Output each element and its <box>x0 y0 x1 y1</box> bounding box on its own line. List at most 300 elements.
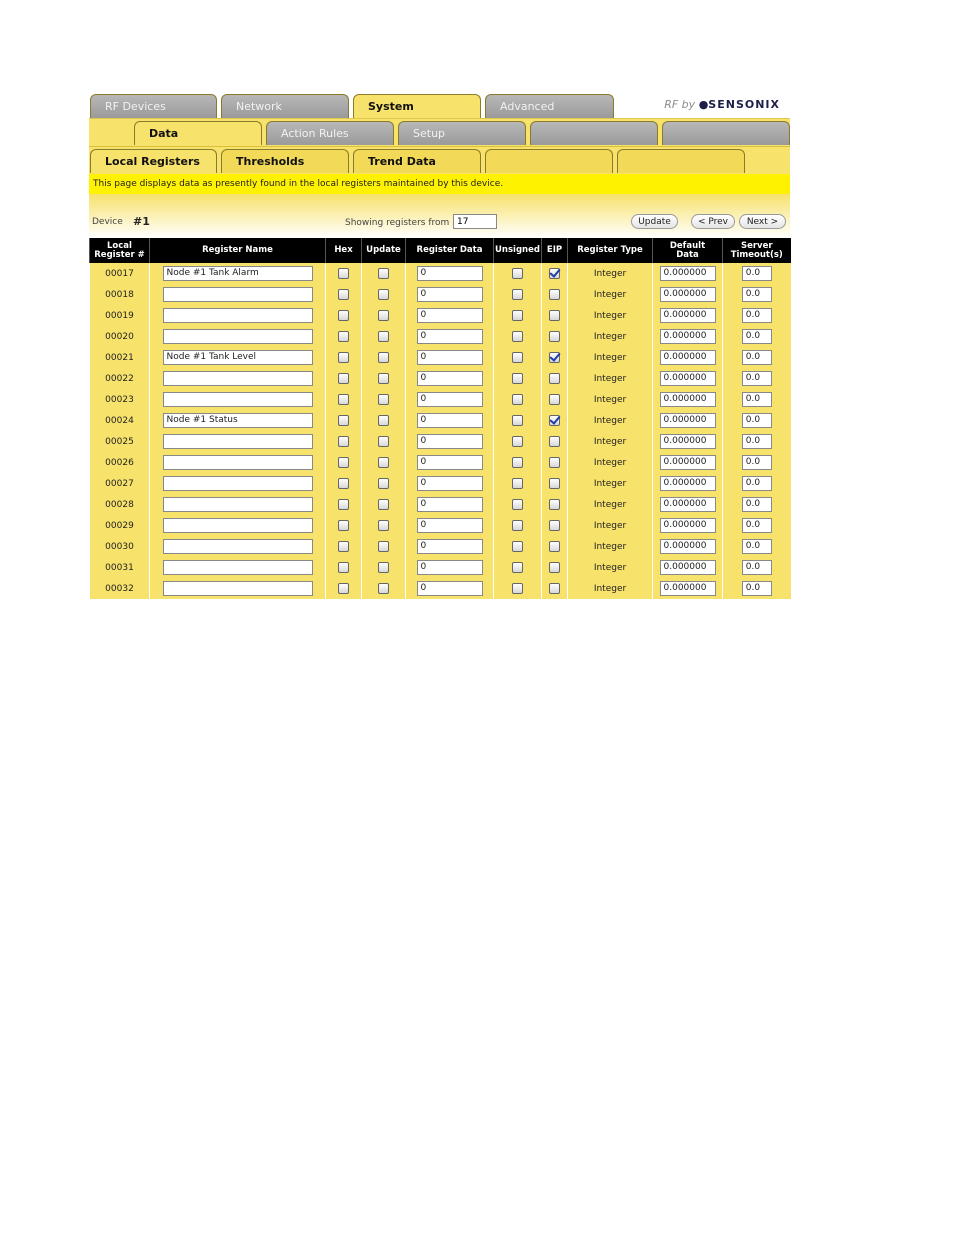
register-data-input[interactable]: 0 <box>417 392 483 407</box>
register-number: 00031 <box>90 557 150 578</box>
register-data-input[interactable]: 0 <box>417 581 483 596</box>
register-name-cell <box>150 326 326 347</box>
server-timeout-cell <box>723 263 791 284</box>
update-cell <box>362 557 406 578</box>
default-data-input[interactable]: 0.000000 <box>660 560 716 575</box>
eip-checkbox[interactable] <box>549 520 560 531</box>
unsigned-checkbox[interactable] <box>512 415 523 426</box>
register-type: Integer <box>568 557 653 578</box>
update-checkbox[interactable] <box>378 562 389 573</box>
eip-cell <box>542 368 568 389</box>
register-data-input[interactable]: 0 <box>417 434 483 449</box>
tab-trend-data[interactable] <box>353 149 481 173</box>
eip-checkbox[interactable] <box>549 394 560 405</box>
register-data-cell <box>406 347 494 368</box>
default-data-input[interactable]: 0.000000 <box>660 455 716 470</box>
tab-thresholds[interactable] <box>221 149 349 173</box>
default-data-input[interactable]: 0.000000 <box>660 329 716 344</box>
server-timeout-cell <box>723 284 791 305</box>
update-cell <box>362 326 406 347</box>
hex-checkbox[interactable] <box>338 583 349 594</box>
eip-checkbox[interactable] <box>549 499 560 510</box>
default-data-input[interactable]: 0.000000 <box>660 476 716 491</box>
register-name-input[interactable] <box>163 371 313 386</box>
registers-table <box>89 238 791 599</box>
eip-checkbox[interactable] <box>549 457 560 468</box>
hex-cell <box>326 536 362 557</box>
unsigned-cell <box>494 305 542 326</box>
register-data-input[interactable]: 0 <box>417 518 483 533</box>
tab-network[interactable] <box>221 94 349 118</box>
register-name-input[interactable] <box>163 476 313 491</box>
table-row <box>90 515 791 536</box>
register-number: 00021 <box>90 347 150 368</box>
register-data-cell <box>406 494 494 515</box>
hex-checkbox[interactable] <box>338 499 349 510</box>
server-timeout-input[interactable]: 0.0 <box>742 581 772 596</box>
unsigned-checkbox[interactable] <box>512 478 523 489</box>
register-data-cell <box>406 578 494 599</box>
hex-checkbox[interactable] <box>338 415 349 426</box>
server-timeout-input[interactable]: 0.0 <box>742 371 772 386</box>
register-name-input[interactable] <box>163 497 313 512</box>
table-row <box>90 557 791 578</box>
register-name-input[interactable]: Node #1 Tank Alarm <box>163 266 313 281</box>
unsigned-cell <box>494 389 542 410</box>
prev-button[interactable]: < Prev <box>691 214 735 229</box>
register-type: Integer <box>568 536 653 557</box>
default-data-cell <box>653 536 723 557</box>
table-body <box>90 263 791 599</box>
eip-cell <box>542 515 568 536</box>
update-checkbox[interactable] <box>378 331 389 342</box>
default-data-cell <box>653 389 723 410</box>
eip-checkbox[interactable] <box>549 310 560 321</box>
sub-tab-row <box>89 119 790 147</box>
update-cell <box>362 368 406 389</box>
hex-cell <box>326 410 362 431</box>
table-row <box>90 473 791 494</box>
table-row <box>90 410 791 431</box>
tab-label: Network <box>236 100 282 113</box>
default-data-cell <box>653 515 723 536</box>
eip-cell <box>542 452 568 473</box>
unsigned-cell <box>494 578 542 599</box>
tab-system[interactable] <box>353 94 481 118</box>
register-name-cell <box>150 305 326 326</box>
default-data-input[interactable]: 0.000000 <box>660 308 716 323</box>
register-type: Integer <box>568 347 653 368</box>
col-register-type-header: Register Type <box>568 238 653 263</box>
eip-checkbox[interactable] <box>549 541 560 552</box>
hex-checkbox[interactable] <box>338 541 349 552</box>
next-button[interactable]: Next > <box>739 214 786 229</box>
eip-cell <box>542 473 568 494</box>
default-data-input[interactable]: 0.000000 <box>660 350 716 365</box>
hex-cell <box>326 452 362 473</box>
update-cell <box>362 347 406 368</box>
register-name-cell <box>150 494 326 515</box>
tab-setup[interactable] <box>398 121 526 145</box>
register-name-cell <box>150 263 326 284</box>
hex-checkbox[interactable] <box>338 331 349 342</box>
default-data-input[interactable]: 0.000000 <box>660 287 716 302</box>
register-data-cell <box>406 473 494 494</box>
register-name-input[interactable] <box>163 518 313 533</box>
register-data-cell <box>406 515 494 536</box>
server-timeout-input[interactable]: 0.0 <box>742 434 772 449</box>
server-timeout-cell <box>723 347 791 368</box>
register-number: 00029 <box>90 515 150 536</box>
hex-cell <box>326 473 362 494</box>
server-timeout-cell <box>723 557 791 578</box>
update-checkbox[interactable] <box>378 289 389 300</box>
update-checkbox[interactable] <box>378 520 389 531</box>
server-timeout-input[interactable]: 0.0 <box>742 413 772 428</box>
eip-checkbox[interactable] <box>549 436 560 447</box>
default-data-cell <box>653 347 723 368</box>
server-timeout-cell <box>723 431 791 452</box>
table-row <box>90 536 791 557</box>
register-number: 00024 <box>90 410 150 431</box>
eip-checkbox[interactable] <box>549 373 560 384</box>
server-timeout-input[interactable]: 0.0 <box>742 539 772 554</box>
register-data-input[interactable]: 0 <box>417 371 483 386</box>
register-type: Integer <box>568 578 653 599</box>
hex-cell <box>326 326 362 347</box>
register-data-input[interactable]: 0 <box>417 350 483 365</box>
eip-checkbox[interactable] <box>549 415 560 426</box>
update-cell <box>362 431 406 452</box>
update-button[interactable]: Update <box>631 214 678 229</box>
table-row <box>90 389 791 410</box>
update-cell <box>362 389 406 410</box>
register-type: Integer <box>568 305 653 326</box>
unsigned-checkbox[interactable] <box>512 499 523 510</box>
update-checkbox[interactable] <box>378 310 389 321</box>
col-register-name-header: Register Name <box>150 238 326 263</box>
register-name-input[interactable] <box>163 560 313 575</box>
register-name-cell <box>150 578 326 599</box>
hex-checkbox[interactable] <box>338 310 349 321</box>
register-name-input[interactable] <box>163 434 313 449</box>
server-timeout-input[interactable]: 0.0 <box>742 497 772 512</box>
brand-mark-icon: ● <box>698 98 709 111</box>
unsigned-cell <box>494 431 542 452</box>
update-checkbox[interactable] <box>378 352 389 363</box>
eip-checkbox[interactable] <box>549 331 560 342</box>
register-name-input[interactable]: Node #1 Tank Level <box>163 350 313 365</box>
default-data-input[interactable]: 0.000000 <box>660 434 716 449</box>
server-timeout-input[interactable]: 0.0 <box>742 518 772 533</box>
server-timeout-cell <box>723 410 791 431</box>
register-name-cell <box>150 410 326 431</box>
unsigned-checkbox[interactable] <box>512 331 523 342</box>
eip-checkbox[interactable] <box>549 478 560 489</box>
register-name-input[interactable]: Node #1 Status <box>163 413 313 428</box>
default-data-input[interactable]: 0.000000 <box>660 539 716 554</box>
info-bar: This page displays data as presently found in the local registers maintained by this device. <box>89 174 790 194</box>
unsigned-checkbox[interactable] <box>512 310 523 321</box>
register-name-cell <box>150 431 326 452</box>
col-eip-header: EIP <box>542 238 568 263</box>
register-data-input[interactable]: 0 <box>417 266 483 281</box>
register-data-input[interactable]: 0 <box>417 287 483 302</box>
eip-checkbox[interactable] <box>549 562 560 573</box>
update-checkbox[interactable] <box>378 541 389 552</box>
register-controls <box>89 194 790 238</box>
hex-checkbox[interactable] <box>338 520 349 531</box>
register-data-input[interactable]: 0 <box>417 476 483 491</box>
register-name-cell <box>150 536 326 557</box>
eip-checkbox[interactable] <box>549 583 560 594</box>
register-data-cell <box>406 389 494 410</box>
unsigned-cell <box>494 263 542 284</box>
register-type: Integer <box>568 431 653 452</box>
tab-empty-1[interactable] <box>530 121 658 145</box>
hex-cell <box>326 557 362 578</box>
register-data-input[interactable]: 0 <box>417 308 483 323</box>
tab-label: Action Rules <box>281 127 349 140</box>
register-data-input[interactable]: 0 <box>417 329 483 344</box>
register-type: Integer <box>568 368 653 389</box>
register-type: Integer <box>568 284 653 305</box>
register-number: 00032 <box>90 578 150 599</box>
server-timeout-cell <box>723 578 791 599</box>
update-cell <box>362 515 406 536</box>
tab-label: System <box>368 100 414 113</box>
default-data-cell <box>653 557 723 578</box>
server-timeout-input[interactable]: 0.0 <box>742 392 772 407</box>
unsigned-cell <box>494 368 542 389</box>
default-data-input[interactable]: 0.000000 <box>660 518 716 533</box>
register-data-input[interactable]: 0 <box>417 560 483 575</box>
default-data-cell <box>653 452 723 473</box>
unsigned-checkbox[interactable] <box>512 436 523 447</box>
hex-checkbox[interactable] <box>338 478 349 489</box>
tab-data[interactable] <box>134 121 262 145</box>
update-checkbox[interactable] <box>378 499 389 510</box>
tab-advanced[interactable] <box>485 94 614 118</box>
eip-cell <box>542 431 568 452</box>
register-type: Integer <box>568 389 653 410</box>
server-timeout-cell <box>723 515 791 536</box>
register-number: 00028 <box>90 494 150 515</box>
update-cell <box>362 494 406 515</box>
register-type: Integer <box>568 494 653 515</box>
register-data-cell <box>406 410 494 431</box>
table-row <box>90 305 791 326</box>
register-name-input[interactable] <box>163 308 313 323</box>
main-tab-row <box>89 92 790 119</box>
register-data-cell <box>406 284 494 305</box>
register-data-cell <box>406 263 494 284</box>
update-checkbox[interactable] <box>378 394 389 405</box>
unsigned-checkbox[interactable] <box>512 373 523 384</box>
table-row <box>90 263 791 284</box>
default-data-input[interactable]: 0.000000 <box>660 581 716 596</box>
unsigned-checkbox[interactable] <box>512 268 523 279</box>
hex-cell <box>326 284 362 305</box>
register-name-input[interactable] <box>163 455 313 470</box>
eip-cell <box>542 284 568 305</box>
default-data-cell <box>653 578 723 599</box>
eip-cell <box>542 494 568 515</box>
tab-action-rules[interactable] <box>266 121 394 145</box>
tab-local-registers[interactable] <box>90 149 217 173</box>
default-data-input[interactable]: 0.000000 <box>660 266 716 281</box>
register-number: 00022 <box>90 368 150 389</box>
eip-checkbox[interactable] <box>549 268 560 279</box>
register-name-cell <box>150 368 326 389</box>
register-name-input[interactable] <box>163 287 313 302</box>
register-data-input[interactable]: 0 <box>417 455 483 470</box>
update-checkbox[interactable] <box>378 373 389 384</box>
tab-empty-4[interactable] <box>617 149 745 173</box>
register-data-cell <box>406 305 494 326</box>
register-name-input[interactable] <box>163 581 313 596</box>
hex-checkbox[interactable] <box>338 373 349 384</box>
register-type: Integer <box>568 263 653 284</box>
update-checkbox[interactable] <box>378 415 389 426</box>
tab-label: Local Registers <box>105 155 200 168</box>
unsigned-checkbox[interactable] <box>512 352 523 363</box>
update-checkbox[interactable] <box>378 268 389 279</box>
register-data-cell <box>406 326 494 347</box>
hex-checkbox[interactable] <box>338 289 349 300</box>
server-timeout-input[interactable]: 0.0 <box>742 560 772 575</box>
hex-cell <box>326 515 362 536</box>
register-number: 00020 <box>90 326 150 347</box>
col-server-timeout-header: Server Timeout(s) <box>723 238 791 263</box>
eip-checkbox[interactable] <box>549 352 560 363</box>
table-row <box>90 431 791 452</box>
server-timeout-input[interactable]: 0.0 <box>742 266 772 281</box>
hex-checkbox[interactable] <box>338 436 349 447</box>
register-data-input[interactable]: 0 <box>417 497 483 512</box>
eip-cell <box>542 263 568 284</box>
col-default-data-header: Default Data <box>653 238 723 263</box>
col-local-register-header: Local Register # <box>90 238 150 263</box>
server-timeout-cell <box>723 473 791 494</box>
app-window <box>89 92 790 601</box>
update-cell <box>362 473 406 494</box>
unsigned-checkbox[interactable] <box>512 394 523 405</box>
unsigned-checkbox[interactable] <box>512 583 523 594</box>
server-timeout-input[interactable]: 0.0 <box>742 287 772 302</box>
unsigned-cell <box>494 326 542 347</box>
tab-empty-2[interactable] <box>662 121 790 145</box>
unsigned-cell <box>494 473 542 494</box>
table-row <box>90 494 791 515</box>
default-data-cell <box>653 284 723 305</box>
register-name-input[interactable] <box>163 392 313 407</box>
server-timeout-cell <box>723 494 791 515</box>
unsigned-checkbox[interactable] <box>512 541 523 552</box>
update-checkbox[interactable] <box>378 583 389 594</box>
hex-checkbox[interactable] <box>338 352 349 363</box>
update-cell <box>362 452 406 473</box>
eip-checkbox[interactable] <box>549 289 560 300</box>
tab-label: Data <box>149 127 179 140</box>
brand-prefix: RF by <box>664 98 696 111</box>
server-timeout-input[interactable]: 0.0 <box>742 350 772 365</box>
register-data-input[interactable]: 0 <box>417 539 483 554</box>
eip-cell <box>542 578 568 599</box>
server-timeout-input[interactable]: 0.0 <box>742 476 772 491</box>
update-cell <box>362 578 406 599</box>
unsigned-cell <box>494 557 542 578</box>
register-name-input[interactable] <box>163 329 313 344</box>
register-data-cell <box>406 368 494 389</box>
default-data-input[interactable]: 0.000000 <box>660 497 716 512</box>
server-timeout-input[interactable]: 0.0 <box>742 329 772 344</box>
update-checkbox[interactable] <box>378 457 389 468</box>
default-data-input[interactable]: 0.000000 <box>660 392 716 407</box>
unsigned-cell <box>494 410 542 431</box>
update-checkbox[interactable] <box>378 478 389 489</box>
eip-cell <box>542 410 568 431</box>
hex-cell <box>326 431 362 452</box>
start-register-input[interactable] <box>453 214 497 229</box>
hex-cell <box>326 347 362 368</box>
col-update-header: Update <box>362 238 406 263</box>
register-number: 00027 <box>90 473 150 494</box>
unsigned-cell <box>494 284 542 305</box>
server-timeout-input[interactable]: 0.0 <box>742 308 772 323</box>
col-register-data-header: Register Data <box>406 238 494 263</box>
col-unsigned-header: Unsigned <box>494 238 542 263</box>
default-data-cell <box>653 410 723 431</box>
hex-cell <box>326 305 362 326</box>
unsigned-cell <box>494 536 542 557</box>
hex-checkbox[interactable] <box>338 562 349 573</box>
unsigned-cell <box>494 452 542 473</box>
hex-cell <box>326 494 362 515</box>
server-timeout-cell <box>723 389 791 410</box>
server-timeout-cell <box>723 305 791 326</box>
unsigned-checkbox[interactable] <box>512 520 523 531</box>
tab-label: Thresholds <box>236 155 305 168</box>
hex-checkbox[interactable] <box>338 268 349 279</box>
server-timeout-input[interactable]: 0.0 <box>742 455 772 470</box>
device-label: Device <box>92 217 123 227</box>
default-data-input[interactable]: 0.000000 <box>660 413 716 428</box>
server-timeout-cell <box>723 368 791 389</box>
tab-rf-devices[interactable] <box>90 94 217 118</box>
subsub-tab-row <box>89 147 790 174</box>
server-timeout-cell <box>723 326 791 347</box>
unsigned-checkbox[interactable] <box>512 562 523 573</box>
register-name-cell <box>150 347 326 368</box>
update-cell <box>362 305 406 326</box>
hex-cell <box>326 578 362 599</box>
register-data-cell <box>406 431 494 452</box>
register-data-input[interactable]: 0 <box>417 413 483 428</box>
unsigned-checkbox[interactable] <box>512 457 523 468</box>
register-type: Integer <box>568 410 653 431</box>
register-name-input[interactable] <box>163 539 313 554</box>
hex-checkbox[interactable] <box>338 394 349 405</box>
tab-label: Trend Data <box>368 155 436 168</box>
default-data-input[interactable]: 0.000000 <box>660 371 716 386</box>
unsigned-checkbox[interactable] <box>512 289 523 300</box>
hex-cell <box>326 368 362 389</box>
tab-empty-3[interactable] <box>485 149 613 173</box>
update-checkbox[interactable] <box>378 436 389 447</box>
register-data-cell <box>406 536 494 557</box>
hex-checkbox[interactable] <box>338 457 349 468</box>
